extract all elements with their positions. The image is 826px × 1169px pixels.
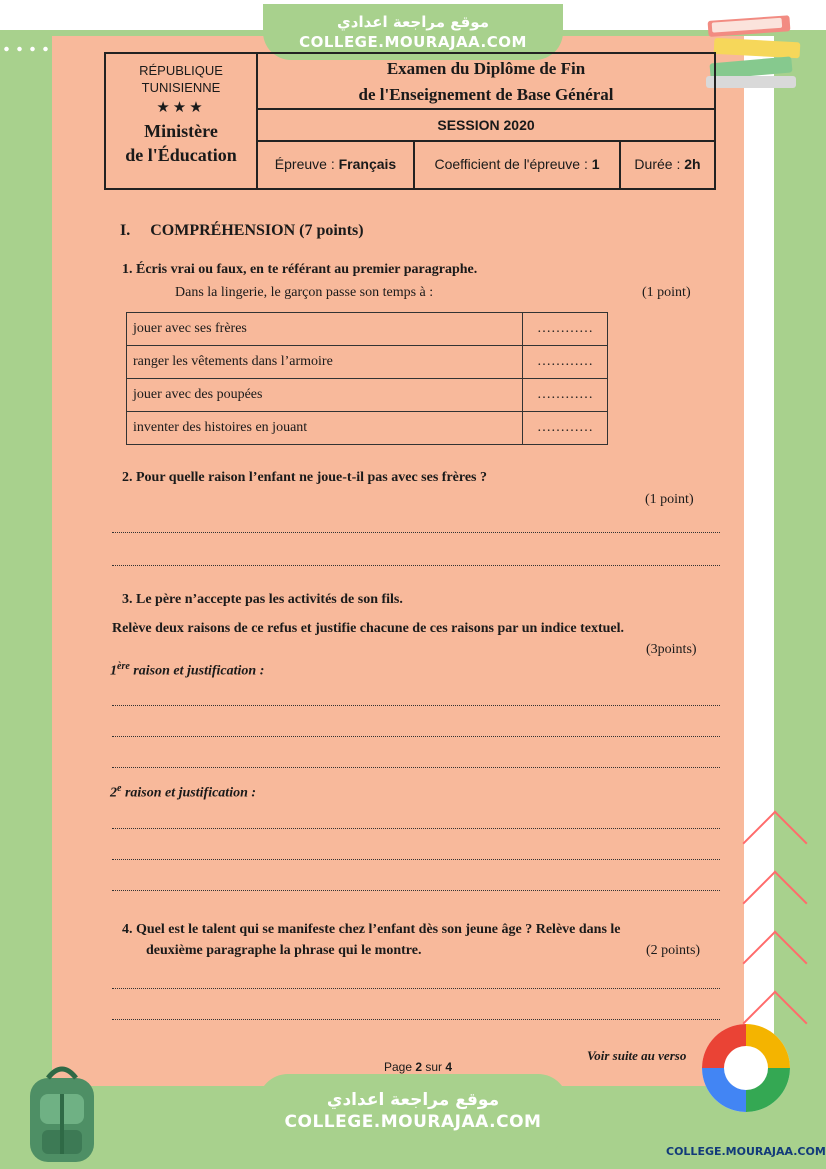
ministry-line1: Ministère (144, 121, 218, 141)
table-row (127, 313, 608, 346)
second-reason-label (110, 783, 256, 802)
answer-cell[interactable]: ………… (523, 379, 608, 412)
duree-label: Durée : (634, 156, 681, 172)
second-reason-text: raison et justification : (121, 785, 257, 801)
statement-cell: jouer avec des poupées (127, 379, 523, 412)
table-row (127, 412, 608, 445)
answer-line[interactable] (112, 890, 720, 891)
section-label: COMPRÉHENSION (7 points) (150, 222, 364, 239)
duree-value: 2h (684, 156, 701, 172)
question-1-points: (1 point) (642, 285, 691, 300)
page-total: 4 (445, 1060, 453, 1074)
answer-line[interactable] (112, 565, 720, 566)
page-mid: sur (422, 1060, 446, 1074)
answer-line[interactable] (112, 988, 720, 989)
true-false-table (126, 312, 608, 445)
question-3-instruction: Relève deux raisons de ce refus et justifie chacune de ces raisons par un indice textuel. (112, 621, 624, 636)
question-2: 2. Pour quelle raison l’enfant ne joue-t-il pas avec ses frères ? (122, 470, 487, 485)
site-url: COLLEGE.MOURAJAA.COM (284, 1112, 542, 1132)
backpack-icon (12, 1060, 112, 1166)
session: SESSION 2020 (258, 110, 714, 142)
question-4-line2: deuxième paragraphe la phrase qui le montre. (146, 943, 422, 958)
question-1-prompt: Dans la lingerie, le garçon passe son temps à : (175, 285, 434, 300)
first-reason-number: 1 (110, 663, 117, 679)
ministry-block (106, 54, 258, 188)
answer-line[interactable] (112, 859, 720, 860)
exam-title-line1: Examen du Diplôme de Fin (386, 59, 586, 78)
answer-line[interactable] (112, 705, 720, 706)
answer-line[interactable] (112, 828, 720, 829)
question-4-points: (2 points) (646, 943, 701, 958)
coefficient-cell (415, 140, 621, 188)
country-line2: TUNISIENNE (141, 80, 221, 95)
epreuve-value: Français (338, 156, 397, 172)
first-reason-text: raison et justification : (129, 663, 265, 679)
answer-line[interactable] (112, 736, 720, 737)
stars: ★★★ (156, 99, 206, 116)
second-reason-number: 2 (110, 785, 117, 801)
statement-cell: jouer avec ses frères (127, 313, 523, 346)
question-3-points: (3points) (646, 642, 697, 657)
exam-title (258, 54, 714, 110)
duree-cell (621, 140, 714, 188)
question-3: 3. Le père n’accepte pas les activités de son fils. (122, 592, 403, 607)
site-name-arabic: موقع مراجعة اعدادي (337, 13, 489, 31)
table-row (127, 379, 608, 412)
section-number: I. (120, 222, 131, 239)
exam-title-line2: de l'Enseignement de Base Général (358, 85, 614, 104)
coefficient-label: Coefficient de l'épreuve : (434, 156, 588, 172)
logo-caption: COLLEGE.MOURAJAA.COM (666, 1145, 826, 1158)
statement-cell: ranger les vêtements dans l’armoire (127, 346, 523, 379)
answer-cell[interactable]: ………… (523, 346, 608, 379)
first-reason-ordinal: ère (117, 661, 130, 672)
coefficient-value: 1 (591, 156, 600, 172)
question-1: 1. Écris vrai ou faux, en te référant au premier paragraphe. (122, 262, 478, 277)
answer-line[interactable] (112, 767, 720, 768)
answer-line[interactable] (112, 1019, 720, 1020)
answer-line[interactable] (112, 532, 720, 533)
exam-header (104, 52, 716, 190)
section-title (120, 222, 364, 240)
second-reason-ordinal: e (117, 783, 122, 794)
page-number (384, 1060, 452, 1074)
first-reason-label (110, 661, 264, 680)
ministry-line2: de l'Éducation (125, 145, 237, 165)
books-logo-icon (700, 12, 810, 92)
page-prefix: Page (384, 1060, 416, 1074)
site-name-arabic: موقع مراجعة اعدادي (326, 1090, 500, 1110)
country-line1: RÉPUBLIQUE (139, 63, 223, 78)
statement-cell: inventer des histoires en jouant (127, 412, 523, 445)
site-badge-bottom[interactable] (258, 1074, 568, 1154)
college-logo-icon (698, 1020, 794, 1116)
page-current: 2 (415, 1060, 423, 1074)
epreuve-cell (258, 140, 415, 188)
question-4-line1: 4. Quel est le talent qui se manifeste chez l’enfant dès son jeune âge ? Relève dans le (122, 922, 621, 937)
table-row (127, 346, 608, 379)
question-2-points: (1 point) (645, 492, 694, 507)
see-next-page: Voir suite au verso (587, 1048, 687, 1063)
answer-cell[interactable]: ………… (523, 412, 608, 445)
answer-cell[interactable]: ………… (523, 313, 608, 346)
epreuve-label: Épreuve : (274, 156, 335, 172)
site-url: COLLEGE.MOURAJAA.COM (299, 33, 527, 51)
